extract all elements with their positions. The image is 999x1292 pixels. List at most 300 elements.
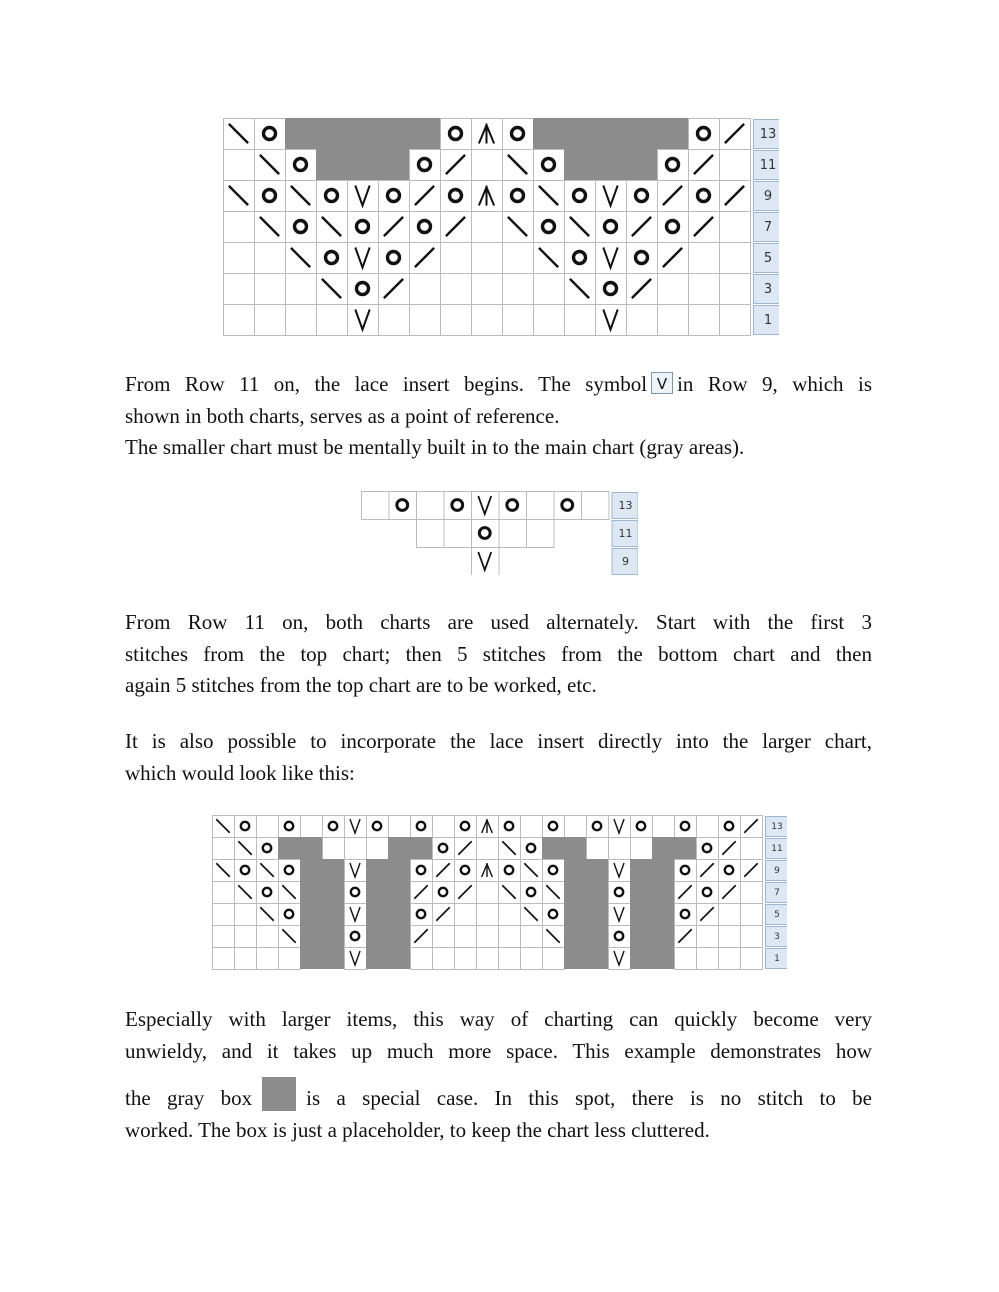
stitch-cell — [388, 859, 410, 881]
stitch-cell — [388, 903, 410, 925]
stitch-cell — [503, 274, 534, 305]
stitch-cell — [697, 882, 719, 904]
stitch-cell — [257, 838, 279, 860]
no-stitch-cell — [278, 837, 300, 859]
para1-line2: shown in both charts, serves as a point of reference. — [125, 403, 560, 428]
stitch-cell — [675, 926, 697, 948]
no-stitch-cell — [366, 947, 388, 969]
stitch-cell — [587, 838, 609, 860]
stitch-cell — [658, 305, 689, 336]
stitch-cell — [697, 816, 719, 838]
stitch-cell — [257, 948, 279, 970]
stitch-cell — [503, 243, 534, 274]
stitch-cell — [658, 181, 689, 212]
no-stitch-cell — [564, 903, 586, 925]
row-label — [754, 244, 780, 273]
stitch-cell — [719, 882, 741, 904]
row-label — [766, 817, 788, 837]
stitch-cell — [389, 492, 417, 520]
stitch-cell — [379, 181, 410, 212]
stitch-cell — [630, 903, 652, 925]
stitch-cell — [317, 274, 348, 305]
stitch-cell — [441, 119, 472, 150]
stitch-cell — [586, 925, 608, 947]
stitch-cell — [455, 838, 477, 860]
row-label — [754, 151, 780, 180]
stitch-cell — [609, 926, 631, 948]
stitch-cell — [348, 212, 379, 243]
stitch-cell — [652, 837, 674, 859]
stitch-cell — [499, 926, 521, 948]
stitch-cell — [224, 119, 255, 150]
row-label-text: 13 — [771, 822, 783, 833]
no-stitch-cell — [409, 118, 440, 149]
stitch-cell — [741, 882, 763, 904]
row-label-text: 11 — [771, 844, 783, 855]
stitch-cell — [674, 837, 696, 859]
stitch-cell — [543, 926, 565, 948]
stitch-cell — [554, 492, 582, 520]
row-label — [766, 905, 788, 925]
row-label — [766, 839, 788, 859]
stitch-cell — [235, 948, 257, 970]
stitch-cell — [300, 837, 322, 859]
stitch-cell — [534, 212, 565, 243]
stitch-cell — [503, 150, 534, 181]
stitch-cell — [455, 926, 477, 948]
no-stitch-cell — [366, 881, 388, 903]
stitch-cell — [720, 212, 751, 243]
stitch-cell — [433, 816, 455, 838]
stitch-cell — [689, 305, 720, 336]
stitch-cell — [534, 150, 565, 181]
paragraph-lace-insert-intro — [125, 369, 872, 464]
no-stitch-cell — [564, 149, 595, 180]
stitch-cell — [564, 859, 586, 881]
stitch-cell — [741, 948, 763, 970]
stitch-cell — [596, 274, 627, 305]
stitch-cell — [741, 860, 763, 882]
no-stitch-cell — [347, 118, 378, 149]
no-stitch-cell — [378, 118, 409, 149]
no-stitch-cell — [388, 859, 410, 881]
stitch-cell — [379, 305, 410, 336]
stitch-cell — [719, 816, 741, 838]
v-symbol-icon — [651, 372, 673, 394]
row-label-text: 9 — [763, 189, 773, 205]
stitch-cell — [521, 816, 543, 838]
no-stitch-cell — [300, 925, 322, 947]
stitch-cell — [658, 150, 689, 181]
stitch-cell — [582, 492, 610, 520]
stitch-cell — [609, 838, 631, 860]
stitch-cell — [472, 212, 503, 243]
no-stitch-cell — [388, 903, 410, 925]
stitch-cell — [213, 948, 235, 970]
stitch-cell — [235, 816, 257, 838]
stitch-cell — [235, 926, 257, 948]
stitch-cell — [213, 838, 235, 860]
no-stitch-cell — [410, 837, 432, 859]
stitch-cell — [472, 274, 503, 305]
stitch-cell — [658, 212, 689, 243]
stitch-cell — [347, 118, 378, 149]
stitch-cell — [366, 903, 388, 925]
stitch-cell — [626, 149, 657, 180]
stitch-cell — [345, 838, 367, 860]
stitch-cell — [521, 904, 543, 926]
stitch-cell — [224, 274, 255, 305]
stitch-cell — [472, 181, 503, 212]
paragraph-alternate-charts — [125, 607, 872, 702]
no-stitch-cell — [316, 118, 347, 149]
stitch-cell — [410, 212, 441, 243]
stitch-cell — [697, 904, 719, 926]
no-stitch-cell — [586, 859, 608, 881]
stitch-cell — [441, 243, 472, 274]
stitch-cell — [499, 816, 521, 838]
stitch-cell — [257, 860, 279, 882]
stitch-cell — [499, 904, 521, 926]
stitch-cell — [409, 118, 440, 149]
stitch-cell — [595, 118, 626, 149]
stitch-cell — [697, 838, 719, 860]
no-stitch-cell — [652, 903, 674, 925]
stitch-cell — [609, 948, 631, 970]
no-stitch-cell — [657, 118, 688, 149]
stitch-cell — [410, 305, 441, 336]
stitch-cell — [455, 816, 477, 838]
no-stitch-cell — [586, 925, 608, 947]
stitch-cell — [279, 904, 301, 926]
para3-line2: which would look like this: — [125, 760, 355, 785]
no-stitch-cell — [300, 859, 322, 881]
stitch-cell — [609, 904, 631, 926]
para1-line3: The smaller chart must be mentally built in to the main chart (gray areas). — [125, 435, 745, 459]
stitch-cell — [224, 212, 255, 243]
stitch-cell — [543, 882, 565, 904]
stitch-cell — [286, 274, 317, 305]
stitch-cell — [477, 948, 499, 970]
row-label — [754, 182, 780, 211]
stitch-cell — [472, 243, 503, 274]
stitch-cell — [652, 925, 674, 947]
row-label — [612, 549, 638, 575]
stitch-cell — [300, 859, 322, 881]
stitch-cell — [596, 212, 627, 243]
paragraph-gray-box — [125, 1004, 872, 1146]
stitch-cell — [348, 274, 379, 305]
row-label-text: 11 — [618, 526, 633, 540]
stitch-cell — [322, 925, 344, 947]
stitch-cell — [595, 149, 626, 180]
stitch-cell — [477, 882, 499, 904]
row-label-text: 13 — [618, 498, 633, 512]
no-stitch-cell — [542, 837, 564, 859]
stitch-cell — [564, 925, 586, 947]
para4-line1: Especially with larger items, this way of charting can quickly become very — [125, 1007, 872, 1031]
row-label-text: 3 — [774, 932, 780, 943]
stitch-cell — [652, 903, 674, 925]
stitch-cell — [345, 860, 367, 882]
stitch-cell — [521, 838, 543, 860]
stitch-cell — [630, 947, 652, 969]
stitch-cell — [255, 212, 286, 243]
stitch-cell — [213, 882, 235, 904]
para1-line1-text-a: From Row 11 on, the lace insert begins. The symbol — [125, 372, 648, 396]
stitch-cell — [609, 816, 631, 838]
stitch-cell — [533, 118, 564, 149]
stitch-cell — [503, 305, 534, 336]
stitch-cell — [411, 816, 433, 838]
stitch-cell — [433, 904, 455, 926]
stitch-cell — [286, 181, 317, 212]
stitch-cell — [417, 492, 445, 520]
stitch-cell — [658, 243, 689, 274]
no-stitch-cell — [626, 149, 657, 180]
row-label-text: 5 — [763, 251, 773, 267]
stitch-cell — [411, 860, 433, 882]
stitch-cell — [317, 243, 348, 274]
stitch-cell — [347, 149, 378, 180]
stitch-cell — [499, 492, 527, 520]
stitch-cell — [286, 243, 317, 274]
stitch-cell — [389, 816, 411, 838]
stitch-cell — [367, 816, 389, 838]
stitch-cell — [441, 212, 472, 243]
no-stitch-cell — [564, 118, 595, 149]
row-label-text: 1 — [763, 313, 773, 329]
stitch-cell — [255, 305, 286, 336]
v-symbol-glyph: V — [656, 375, 668, 393]
stitch-cell — [565, 243, 596, 274]
stitch-cell — [316, 149, 347, 180]
stitch-cell — [719, 926, 741, 948]
stitch-cell — [411, 904, 433, 926]
stitch-cell — [255, 243, 286, 274]
stitch-cell — [697, 948, 719, 970]
stitch-cell — [564, 881, 586, 903]
stitch-cell — [521, 882, 543, 904]
row-label-text: 7 — [763, 220, 773, 236]
stitch-cell — [366, 947, 388, 969]
stitch-cell — [543, 860, 565, 882]
stitch-cell — [609, 882, 631, 904]
stitch-cell — [379, 243, 410, 274]
stitch-cell — [675, 948, 697, 970]
stitch-cell — [565, 305, 596, 336]
stitch-cell — [503, 212, 534, 243]
stitch-cell — [257, 816, 279, 838]
no-stitch-cell — [285, 118, 316, 149]
stitch-cell — [586, 859, 608, 881]
stitch-cell — [410, 243, 441, 274]
stitch-cell — [586, 903, 608, 925]
stitch-cell — [235, 904, 257, 926]
stitch-cell — [235, 860, 257, 882]
stitch-cell — [596, 243, 627, 274]
no-stitch-cell — [630, 925, 652, 947]
stitch-cell — [378, 149, 409, 180]
no-stitch-cell — [366, 859, 388, 881]
para1-line1 — [125, 369, 872, 401]
stitch-cell — [257, 926, 279, 948]
no-stitch-cell — [366, 903, 388, 925]
stitch-cell — [257, 882, 279, 904]
stitch-cell — [441, 274, 472, 305]
no-stitch-cell — [652, 925, 674, 947]
stitch-cell — [565, 816, 587, 838]
stitch-cell — [279, 948, 301, 970]
stitch-cell — [444, 520, 472, 548]
stitch-cell — [433, 860, 455, 882]
stitch-cell — [348, 243, 379, 274]
stitch-cell — [286, 150, 317, 181]
no-stitch-cell — [366, 925, 388, 947]
stitch-cell — [441, 150, 472, 181]
stitch-cell — [317, 212, 348, 243]
stitch-cell — [586, 947, 608, 969]
stitch-cell — [348, 181, 379, 212]
stitch-cell — [455, 904, 477, 926]
stitch-cell — [345, 904, 367, 926]
stitch-cell — [719, 948, 741, 970]
stitch-cell — [300, 947, 322, 969]
stitch-cell — [527, 492, 555, 520]
stitch-cell — [503, 181, 534, 212]
stitch-cell — [300, 903, 322, 925]
stitch-cell — [285, 118, 316, 149]
stitch-cell — [235, 838, 257, 860]
no-stitch-cell — [652, 947, 674, 969]
para1-line1-text-b: in Row 9, which is — [677, 372, 872, 396]
stitch-cell — [388, 881, 410, 903]
stitch-cell — [720, 305, 751, 336]
stitch-cell — [322, 881, 344, 903]
no-stitch-cell — [388, 837, 410, 859]
no-stitch-cell — [652, 859, 674, 881]
stitch-cell — [627, 274, 658, 305]
stitch-cell — [565, 212, 596, 243]
row-label-text: 1 — [774, 954, 780, 965]
stitch-cell — [596, 305, 627, 336]
stitch-cell — [543, 816, 565, 838]
stitch-cell — [410, 274, 441, 305]
stitch-cell — [534, 274, 565, 305]
para4-line2: unwieldy, and it takes up much more space. This example demonstrates how — [125, 1038, 872, 1063]
stitch-cell — [388, 837, 410, 859]
stitch-cell — [534, 305, 565, 336]
stitch-cell — [477, 838, 499, 860]
stitch-cell — [564, 118, 595, 149]
stitch-cell — [410, 181, 441, 212]
stitch-cell — [235, 882, 257, 904]
no-stitch-cell — [652, 881, 674, 903]
stitch-cell — [521, 860, 543, 882]
stitch-cell — [433, 838, 455, 860]
row-label — [766, 861, 788, 881]
stitch-cell — [630, 925, 652, 947]
stitch-cell — [345, 816, 367, 838]
no-stitch-cell — [388, 925, 410, 947]
stitch-cell — [658, 274, 689, 305]
stitch-cell — [689, 181, 720, 212]
stitch-cell — [675, 882, 697, 904]
stitch-cell — [609, 860, 631, 882]
paragraph-incorporate — [125, 726, 872, 789]
stitch-cell — [627, 243, 658, 274]
stitch-cell — [301, 816, 323, 838]
stitch-cell — [477, 860, 499, 882]
no-stitch-cell — [674, 837, 696, 859]
no-stitch-cell — [586, 947, 608, 969]
no-stitch-cell — [378, 149, 409, 180]
stitch-cell — [433, 948, 455, 970]
stitch-cell — [224, 181, 255, 212]
row-label-text: 9 — [622, 554, 629, 568]
stitch-cell — [499, 520, 527, 548]
stitch-cell — [543, 904, 565, 926]
stitch-cell — [596, 181, 627, 212]
no-stitch-cell — [626, 118, 657, 149]
no-stitch-cell — [347, 149, 378, 180]
stitch-cell — [499, 948, 521, 970]
no-stitch-cell — [564, 837, 586, 859]
stitch-cell — [322, 859, 344, 881]
row-label-text: 11 — [759, 158, 777, 174]
stitch-cell — [317, 181, 348, 212]
no-stitch-cell — [630, 903, 652, 925]
stitch-cell — [255, 119, 286, 150]
no-stitch-cell — [564, 859, 586, 881]
stitch-cell — [719, 860, 741, 882]
no-stitch-cell — [595, 118, 626, 149]
stitch-cell — [213, 816, 235, 838]
row-label-text: 7 — [774, 888, 780, 899]
no-stitch-cell — [630, 859, 652, 881]
stitch-cell — [279, 860, 301, 882]
stitch-cell — [689, 119, 720, 150]
stitch-cell — [213, 860, 235, 882]
no-stitch-cell — [388, 947, 410, 969]
stitch-cell — [477, 904, 499, 926]
stitch-cell — [719, 838, 741, 860]
stitch-cell — [630, 859, 652, 881]
stitch-cell — [257, 904, 279, 926]
para4-line3-text-b: is a special case. In this spot, there is no stitch to be — [306, 1086, 872, 1110]
no-stitch-cell — [595, 149, 626, 180]
stitch-cell — [366, 925, 388, 947]
stitch-cell — [472, 305, 503, 336]
stitch-cell — [345, 882, 367, 904]
para4-line3-text-a: the gray box — [125, 1086, 253, 1110]
stitch-cell — [411, 926, 433, 948]
no-stitch-cell — [300, 947, 322, 969]
stitch-cell — [630, 881, 652, 903]
stitch-cell — [527, 520, 555, 548]
para2-line2: stitches from the top chart; then 5 stitches from the bottom chart and then — [125, 641, 872, 666]
row-label — [754, 213, 780, 242]
row-label-text: 3 — [763, 282, 773, 298]
stitch-cell — [410, 837, 432, 859]
stitch-cell — [472, 119, 503, 150]
stitch-cell — [689, 243, 720, 274]
stitch-cell — [720, 243, 751, 274]
stitch-cell — [477, 816, 499, 838]
stitch-cell — [675, 904, 697, 926]
stitch-cell — [741, 926, 763, 948]
stitch-cell — [657, 118, 688, 149]
